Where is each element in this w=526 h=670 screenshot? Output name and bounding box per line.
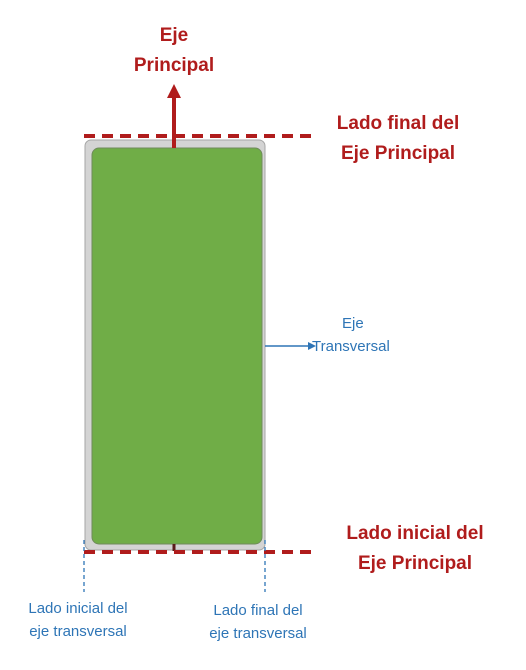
transverse-start-label-line1: Lado inicial del [28, 600, 128, 617]
main-axis-end-label-line1: Lado final del [336, 113, 460, 134]
main-axis-arrow-head [167, 84, 181, 98]
main-axis-end-label-line2: Eje Principal [340, 143, 456, 164]
green-panel [92, 148, 262, 544]
transverse-axis-label-line2: Transversal [312, 338, 390, 355]
transverse-end-label-line1: Lado final del [213, 602, 303, 619]
main-axis-start-label-line1: Lado inicial del [346, 523, 484, 544]
transverse-start-label-line2: eje transversal [29, 623, 127, 640]
transverse-start-label [12, 597, 144, 643]
transverse-axis-label-line1: Eje [342, 315, 364, 332]
main-axis-start-label [330, 519, 500, 579]
main-axis-end-label [318, 109, 478, 169]
main-axis-start-label-line2: Eje Principal [357, 553, 473, 574]
transverse-end-label-line2: eje transversal [209, 625, 307, 642]
main-axis-label-line1: Eje [159, 25, 189, 46]
transverse-axis-label [308, 312, 402, 358]
transverse-end-label [196, 599, 320, 645]
main-axis-label [118, 21, 230, 81]
main-axis-label-line2: Principal [133, 55, 215, 76]
